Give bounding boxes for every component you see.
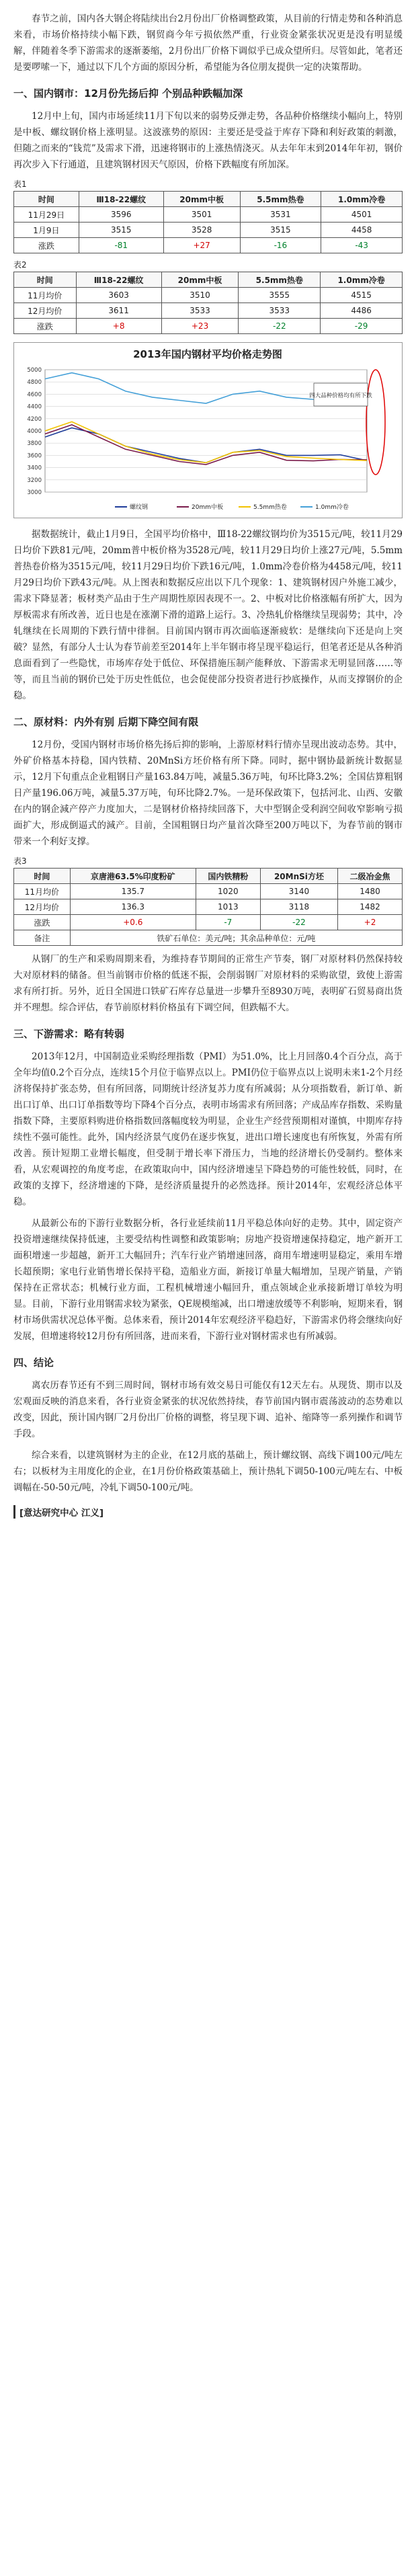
y-tick-label: 3600 <box>27 452 42 460</box>
chart-svg <box>14 343 402 518</box>
price-table-2 <box>13 272 403 334</box>
intro-paragraph: 春节之前，国内各大钢企将陆续出台2月份出厂价格调整政策，从目前的行情走势和各种消息来看，市场价格持续小幅下跌，钢贸商今年亏损依然严重，行业资金紧张状况更是没有明显缓解，伴随着冬季下游需求的逐渐萎缩，2月份出厂价格下调似乎已成众望所归。尽管如此，笔者还是要啰嗦一下，通过以下几个方面的原因分析，希望能为各位朋友提供一定的决策帮助。 <box>13 13 403 73</box>
table-header: 20mm中板 <box>163 192 240 207</box>
table-cell: 4501 <box>321 207 403 223</box>
table-cell: -22 <box>260 915 337 930</box>
section-4-paragraph-2: 综合来看，以建筑钢材为主的企业，在12月底的基础上，预计螺纹钢、高线下调100元/吨左右；以板材为主用度化的企业，在1月份价格政策基础上，预计热轧下调50-100元/吨左右、中板调幅在-50-50元/吨，冷轧下调50-100元/吨。 <box>13 1450 403 1493</box>
table-row <box>14 238 403 253</box>
table-row <box>14 884 403 899</box>
table-cell: 3528 <box>163 223 240 238</box>
table-header: 时间 <box>14 272 77 288</box>
table-cell: 12月均价 <box>14 303 77 319</box>
table-cell: 1480 <box>338 884 403 899</box>
table-cell: 1013 <box>196 899 260 915</box>
section-4-heading: 四、结论 <box>13 1357 54 1369</box>
table-cell: 3603 <box>76 288 161 303</box>
table-row <box>14 915 403 930</box>
table-cell: 3510 <box>161 288 239 303</box>
section-3-paragraph-2: 从最新公布的下游行业数据分析，各行业延续前11月平稳总体向好的走势。其中，固定资产投资增速继续保持低速，主要受结构性调整和政策影响；房地产投资增速保持稳定，地产新开工面积增速一步超越，新开工大幅回升；汽车行业产销增速回落，商用车增速明显稳定，乘用车增长超预期；家电行业销售增长保持平稳，造船业方面，新接订单量大幅增加，呈现产销量，产销保持在正常状态；机械行业方面，工程机械增速小幅回升，重点领域企业承接新增订单较为明显。目前，下游行业用钢需求较为紧张，QE规模缩减，出口增速放缓等不利影响，短期来看，钢材市场供需状况总体平衡。总体来看，预计2014年宏观经济平稳趋好，下游需求仍将会继续向好发展，但增速将较12月份有所回落，进而来看，下游行业对钢材需求也有所减弱。 <box>13 1218 403 1342</box>
table-cell: 11月29日 <box>14 207 79 223</box>
table-cell: +8 <box>76 319 161 334</box>
table-row <box>14 223 403 238</box>
section-2-paragraph-1: 12月份，受国内钢材市场价格先扬后抑的影响，上游原材料行情亦呈现出波动态势。其中，外矿价格基本持稳，国内铁精、20MnSi方坯价格有所下降。同时，据中钢协最新统计数据显示，12月下旬重点企业粗钢日产量163.84万吨，减量5.36万吨，旬环比降3.2%；全国估算粗钢日产量196.06万吨，减量5.37万吨，旬环比降2.7%。一是环保政策下，包括河北、山西、安徽在内的钢企減产停产力度加大，二是钢材价格持续回落下，大中型钢企受利润空间收窄影响亏损面扩大，形成倒逼式的減产。目前，全国粗钢日均产量首次降至200万吨以下，为春节前的钢市带来一个利好支撑。 <box>13 739 403 847</box>
y-tick-label: 4800 <box>27 379 42 387</box>
y-tick-label: 3800 <box>27 440 42 448</box>
table-cell: -81 <box>79 238 163 253</box>
section-3-paragraph-1: 2013年12月，中国制造业采购经理指数（PMI）为51.0%，比上月回落0.4个百分点，高于全年均值0.2个百分点，连续15个月位于临界点以上。PMI仍位于临界点以上说明未来1-2个月经济将保持扩张态势，但有所回落，同期统计经济复苏力度有所减弱；从分项指数看，新订单、新出口订单、出口订单指数等均下降4个百分点，表明市场需求有所回落；产成品库存指数、采购量指数下降，主要原料购进价格指数回落幅度较为明显，企业生产经营预期相对谨慎，中期库存持续性不强可能性。此外，国内经济景气度仍在逐步恢复，进出口增长速度也有所恢复，外需有所改善。预计短期工业增长幅度，但受制于增长率下滑压力，当地的经济增长仍受制约。整体来看，从宏观调控的角度考虑，在政策取向中，国内经济增速呈下降趋势的可能性较低，同时，在政策的支撑下，经济增速的下降，是经济质量提升的必然选择。预计2014年，宏观经济总体平稳。 <box>13 1051 403 1207</box>
table-cell: 4486 <box>321 303 403 319</box>
table-cell: 3501 <box>163 207 240 223</box>
table-header: 京唐港63.5%印度粉矿 <box>70 869 196 884</box>
table-cell: 135.7 <box>70 884 196 899</box>
section-2-heading: 二、原材料：内外有别 后期下降空间有限 <box>13 716 199 728</box>
table-row <box>14 207 403 223</box>
table-header: 二级冶金焦 <box>338 869 403 884</box>
table-1-caption: 表1 <box>13 179 27 189</box>
table-header: Ⅲ18-22螺纹 <box>76 272 161 288</box>
chart-highlight-ellipse <box>366 370 385 475</box>
raw-material-table <box>13 868 403 946</box>
section-1-heading: 一、国内钢市：12月份先扬后抑 个别品种跌幅加深 <box>13 87 243 99</box>
chart-annotation: 四大品种价格均有所下跌 <box>309 393 372 399</box>
table-cell: +23 <box>161 319 239 334</box>
table-header: Ⅲ18-22螺纹 <box>79 192 163 207</box>
y-tick-label: 4200 <box>27 415 42 423</box>
table-header: 时间 <box>14 869 71 884</box>
table-row <box>14 319 403 334</box>
section-4-paragraph-1: 离农历春节还有不到三周时间，钢材市场有效交易日可能仅有12天左右。从现货、期市以及宏观面反映的消息来看，各行业资金紧张的状况依然持续，春节前国内钢市震荡波动的态势难以改变，因此，预计国内钢厂2月份出厂价格的调整，将呈现下调、追补、缩降等一系列操作和调节手段。 <box>13 1380 403 1439</box>
table-note-cell: 铁矿石单位：美元/吨；其余品种单位：元/吨 <box>70 930 402 946</box>
table-cell: 3118 <box>260 899 337 915</box>
table-cell: 涨跌 <box>14 238 79 253</box>
table-header: 时间 <box>14 192 79 207</box>
table-header: 20mm中板 <box>161 272 239 288</box>
table-cell: 3533 <box>161 303 239 319</box>
table-3-caption: 表3 <box>13 856 27 866</box>
legend-label: 5.5mm热卷 <box>253 504 287 511</box>
section-3-heading: 三、下游需求：略有转弱 <box>13 1028 125 1040</box>
table-cell: 136.3 <box>70 899 196 915</box>
section-2-paragraph-2: 从钢厂的生产和采购周期来看，为维持春节期间的正常生产节奏，钢厂对原材料仍然保持较大对原材料的储备。但当前钢市价格的低迷不振，会削弱钢厂对原材料的采购欲望，致使上游需求有所打折。另外，近日全国进口铁矿石库存总量进一步攀升至8930万吨，表明矿石贸易商出货并不理想。综合评估，春节前原材料价格虽有下调空间，但跌幅不大。 <box>13 954 403 1013</box>
legend-label: 20mm中板 <box>192 504 223 511</box>
y-tick-label: 4600 <box>27 391 42 399</box>
table-cell: 11月均价 <box>14 884 71 899</box>
author-credit: [意达研究中心 江义] <box>13 1505 403 1519</box>
y-tick-label: 4000 <box>27 428 42 435</box>
table-header: 20MnSi方坯 <box>260 869 337 884</box>
section-1-paragraph-1: 12月中上旬，国内市场延续11月下旬以来的弱势反弹走势，各品种价格继续小幅向上，特别是中板、螺纹钢价格上涨明显。这波涨势的原因：主要还是受益于库存下降和利好政策的刺激，但随之而来的“钱荒”及需求下滑，迅速将钢市的上涨热情浇灭。从去年年末到2014年年初，钢价再次步入下行通道，且建筑钢材因天气原因，价格下跌幅度有所加深。 <box>13 111 403 170</box>
legend-label: 1.0mm冷卷 <box>315 504 349 511</box>
table-cell: 3531 <box>240 207 321 223</box>
price-trend-chart <box>13 342 403 518</box>
y-tick-label: 3400 <box>27 465 42 472</box>
table-cell: 3533 <box>239 303 321 319</box>
table-cell: 涨跌 <box>14 319 77 334</box>
table-cell: 3555 <box>239 288 321 303</box>
table-2-caption: 表2 <box>13 260 27 270</box>
table-cell: 涨跌 <box>14 915 71 930</box>
table-cell: +0.6 <box>70 915 196 930</box>
y-tick-label: 4400 <box>27 403 42 411</box>
table-cell: -29 <box>321 319 403 334</box>
table-cell: 1482 <box>338 899 403 915</box>
table-cell: -16 <box>240 238 321 253</box>
table-cell: 3596 <box>79 207 163 223</box>
price-table-1 <box>13 191 403 253</box>
table-header: 5.5mm热卷 <box>240 192 321 207</box>
legend-label: 螺纹钢 <box>130 504 149 511</box>
table-row <box>14 899 403 915</box>
table-cell: -43 <box>321 238 403 253</box>
table-cell: 4458 <box>321 223 403 238</box>
table-cell: 11月均价 <box>14 288 77 303</box>
table-cell: 备注 <box>14 930 71 946</box>
section-1-paragraph-2: 据数据统计，截止1月9日，全国平均价格中，Ⅲ18-22螺纹钢均价为3515元/吨，较11月29日均价下跌81元/吨，20mm普中板价格为3528元/吨，较11月29日均价上涨27元/吨，5.5mm普热卷价格为3515元/吨，较11月29日均价下跌16元/吨，1.0mm冷卷价格为4458元/吨，较11月29日均价下跌43元/吨。从上图表和数据反应出以下几个现象：1、建筑钢材因户外施工减少，需求下降显著；板材类产品由于生产周期性原因表现不一。2、中板对比价格涨幅有所扩大，因为厚板需求有所改善，近日也是在涨潮下滑的道路上运行。3、冷热轧价格继续呈现弱势；其中，冷轧继续在长周期的下跌行情中徘徊。目前国内钢市再次面临逐渐疲软：是继续向下还是向上突破？显然，有部分人士认为春节前差至2014年上半年钢市将呈现平稳运行，但笔者还是从各种消息面看到了一些隐忧，市场库存处于低位、环保措施压制产能释放、下游需求无明显回落……等等，而且当前的钢价已处于历史性低位，也会促使部分投资者进行抄底操作，从而支撑钢价的企稳。 <box>13 529 403 701</box>
chart-title: 2013年国内钢材平均价格走势图 <box>133 348 282 360</box>
y-tick-label: 5000 <box>27 367 42 374</box>
table-cell: -7 <box>196 915 260 930</box>
table-cell: 3140 <box>260 884 337 899</box>
table-header: 1.0mm冷卷 <box>321 272 403 288</box>
table-row <box>14 288 403 303</box>
table-row <box>14 930 403 946</box>
table-cell: 3515 <box>240 223 321 238</box>
table-cell: 12月均价 <box>14 899 71 915</box>
table-cell: +2 <box>338 915 403 930</box>
table-cell: 4515 <box>321 288 403 303</box>
y-tick-label: 3000 <box>27 489 42 496</box>
table-row <box>14 303 403 319</box>
table-cell: +27 <box>163 238 240 253</box>
table-cell: -22 <box>239 319 321 334</box>
table-header: 国内铁精粉 <box>196 869 260 884</box>
y-tick-label: 3200 <box>27 477 42 484</box>
table-cell: 3611 <box>76 303 161 319</box>
table-header: 5.5mm热卷 <box>239 272 321 288</box>
table-header: 1.0mm冷卷 <box>321 192 403 207</box>
table-cell: 3515 <box>79 223 163 238</box>
table-cell: 1月9日 <box>14 223 79 238</box>
table-cell: 1020 <box>196 884 260 899</box>
